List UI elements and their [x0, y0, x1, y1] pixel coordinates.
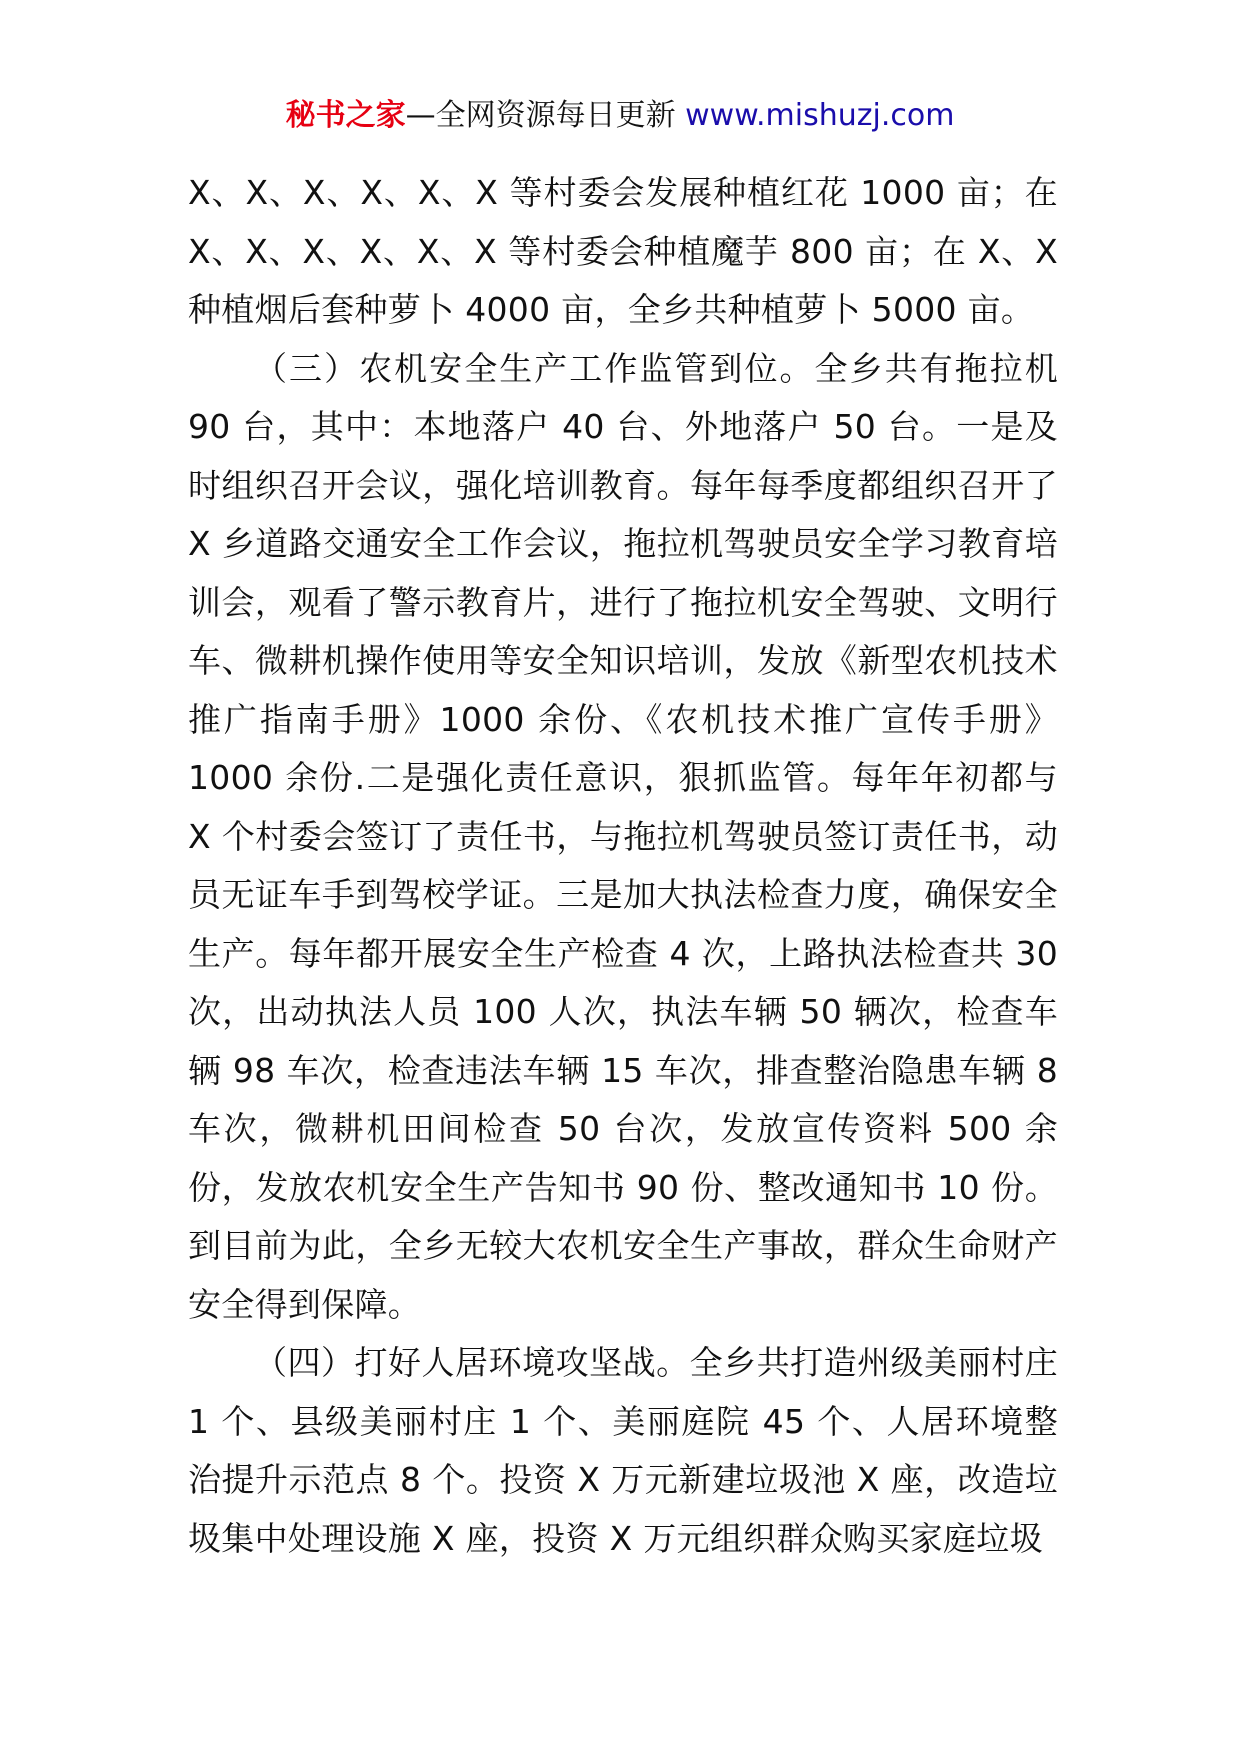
site-url[interactable]: www.mishuzj.com	[685, 98, 955, 133]
header-tagline: —全网资源每日更新	[405, 98, 686, 133]
document-body	[188, 164, 1058, 1568]
paragraph-section-4: （四）打好人居环境攻坚战。全乡共打造州级美丽村庄 1 个、县级美丽村庄 1 个、美丽庭院 45 个、人居环境整治提升示范点 8 个。投资 X 万元新建垃圾池 X 座，改造垃圾集中处理设施 X 座，投资 X 万元组织群众购买家庭垃圾	[188, 1343, 1058, 1558]
page-header	[0, 96, 1240, 136]
brand-name: 秘书之家	[285, 98, 406, 133]
paragraph-continuation: X、X、X、X、X、X 等村委会发展种植红花 1000 亩；在X、X、X、X、X、X 等村委会种植魔芋 800 亩；在 X、X 种植烟后套种萝卜 4000 亩，全乡共种植萝卜 5000 亩。	[188, 173, 1058, 329]
paragraph-section-3: （三）农机安全生产工作监管到位。全乡共有拖拉机 90 台，其中：本地落户 40 台、外地落户 50 台。一是及时组织召开会议，强化培训教育。每年每季度都组织召开了 X 乡道路交通安全工作会议，拖拉机驾驶员安全学习教育培训会，观看了警示教育片，进行了拖拉机安全驾驶、文明行车、微耕机操作使用等安全知识培训，发放《新型农机技术推广指南手册》1000 余份、《农机技术推广宣传手册》1000 余份.二是强化责任意识，狠抓监管。每年年初都与 X 个村委会签订了责任书，与拖拉机驾驶员签订责任书，动员无证车手到驾校学证。三是加大执法检查力度，确保安全生产。每年都开展安全生产检查 4 次，上路执法检查共 30 次，出动执法人员 100 人次，执法车辆 50 辆次，检查车辆 98 车次，检查违法车辆 15 车次，排查整治隐患车辆 8 车次，微耕机田间检查 50 台次，发放宣传资料 500 余份，发放农机安全生产告知书 90 份、整改通知书 10 份。到目前为此，全乡无较大农机安全生产事故，群众生命财产安全得到保障。	[188, 348, 1058, 1324]
